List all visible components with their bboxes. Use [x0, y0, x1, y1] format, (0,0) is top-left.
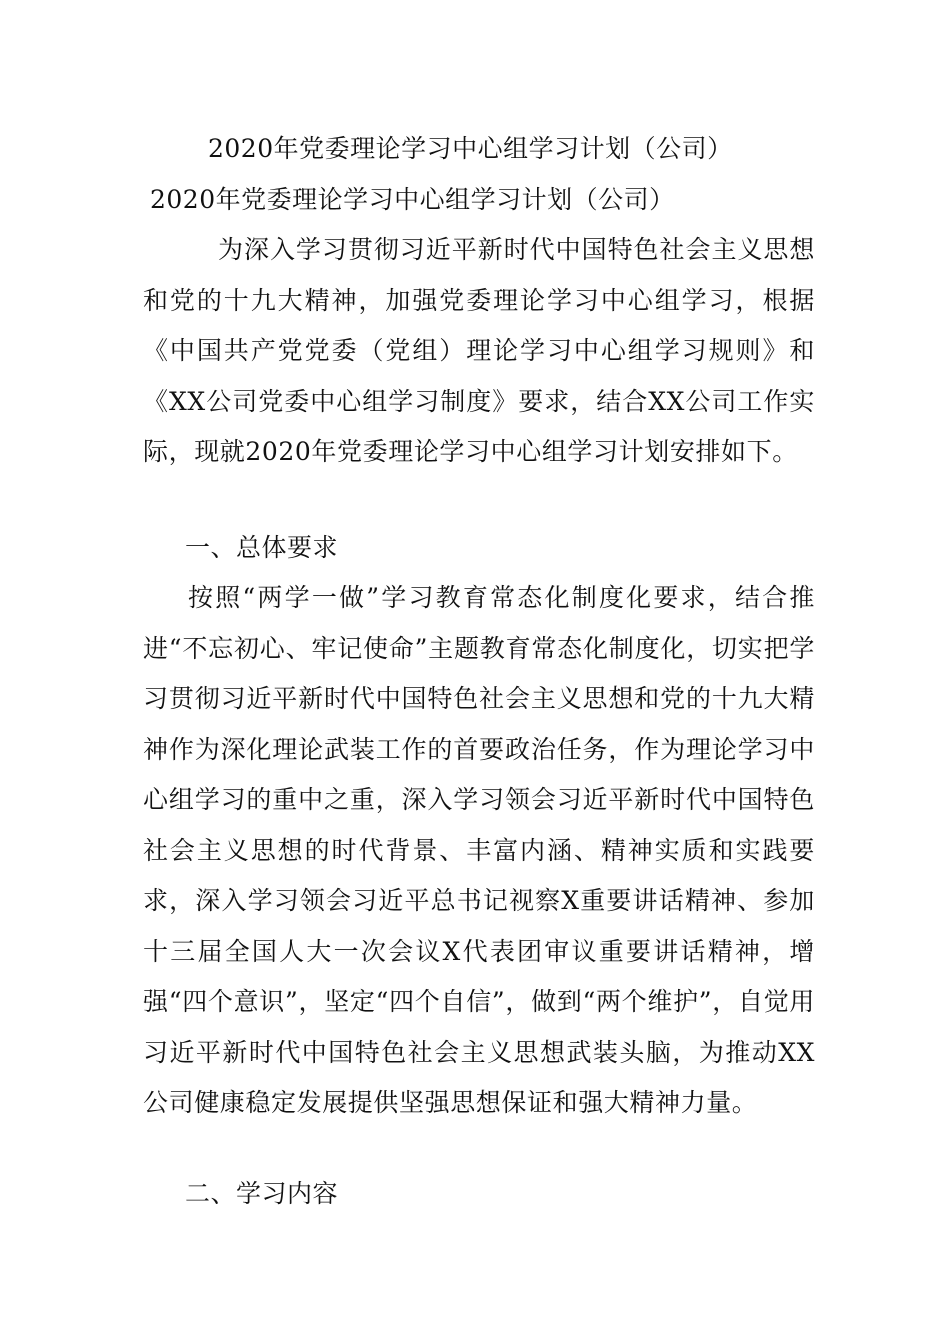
intro-paragraph: 为深入学习贯彻习近平新时代中国特色社会主义思想和党的十九大精神，加强党委理论学习中心组学习，根据《中国共产党党委（党组）理论学习中心组学习规则》和《XX公司党委中心组学习制度》要求，结合XX公司工作实际，现就2020年党委理论学习中心组学习计划安排如下。	[143, 235, 815, 466]
document-subtitle: 2020年党委理论学习中心组学习计划（公司）	[150, 185, 675, 214]
section-paragraph-general-requirements: 按照“两学一做”学习教育常态化制度化要求，结合推进“不忘初心、牢记使命”主题教育常态化制度化，切实把学习贯彻习近平新时代中国特色社会主义思想和党的十九大精神作为深化理论武装工作的首要政治任务，作为理论学习中心组学习的重中之重，深入学习领会习近平新时代中国特色社会主义思想的时代背景、丰富内涵、精神实质和实践要求，深入学习领会习近平总书记视察X重要讲话精神、参加十三届全国人大一次会议X代表团审议重要讲话精神，增强“四个意识”，坚定“四个自信”，做到“两个维护”，自觉用习近平新时代中国特色社会主义思想武装头脑，为推动XX公司健康稳定发展提供坚强思想保证和强大精神力量。	[143, 583, 815, 1117]
document-title: 2020年党委理论学习中心组学习计划（公司）	[208, 134, 733, 163]
section-heading-study-content: 二、学习内容	[185, 1179, 339, 1208]
section-heading-general-requirements: 一、总体要求	[185, 533, 339, 562]
